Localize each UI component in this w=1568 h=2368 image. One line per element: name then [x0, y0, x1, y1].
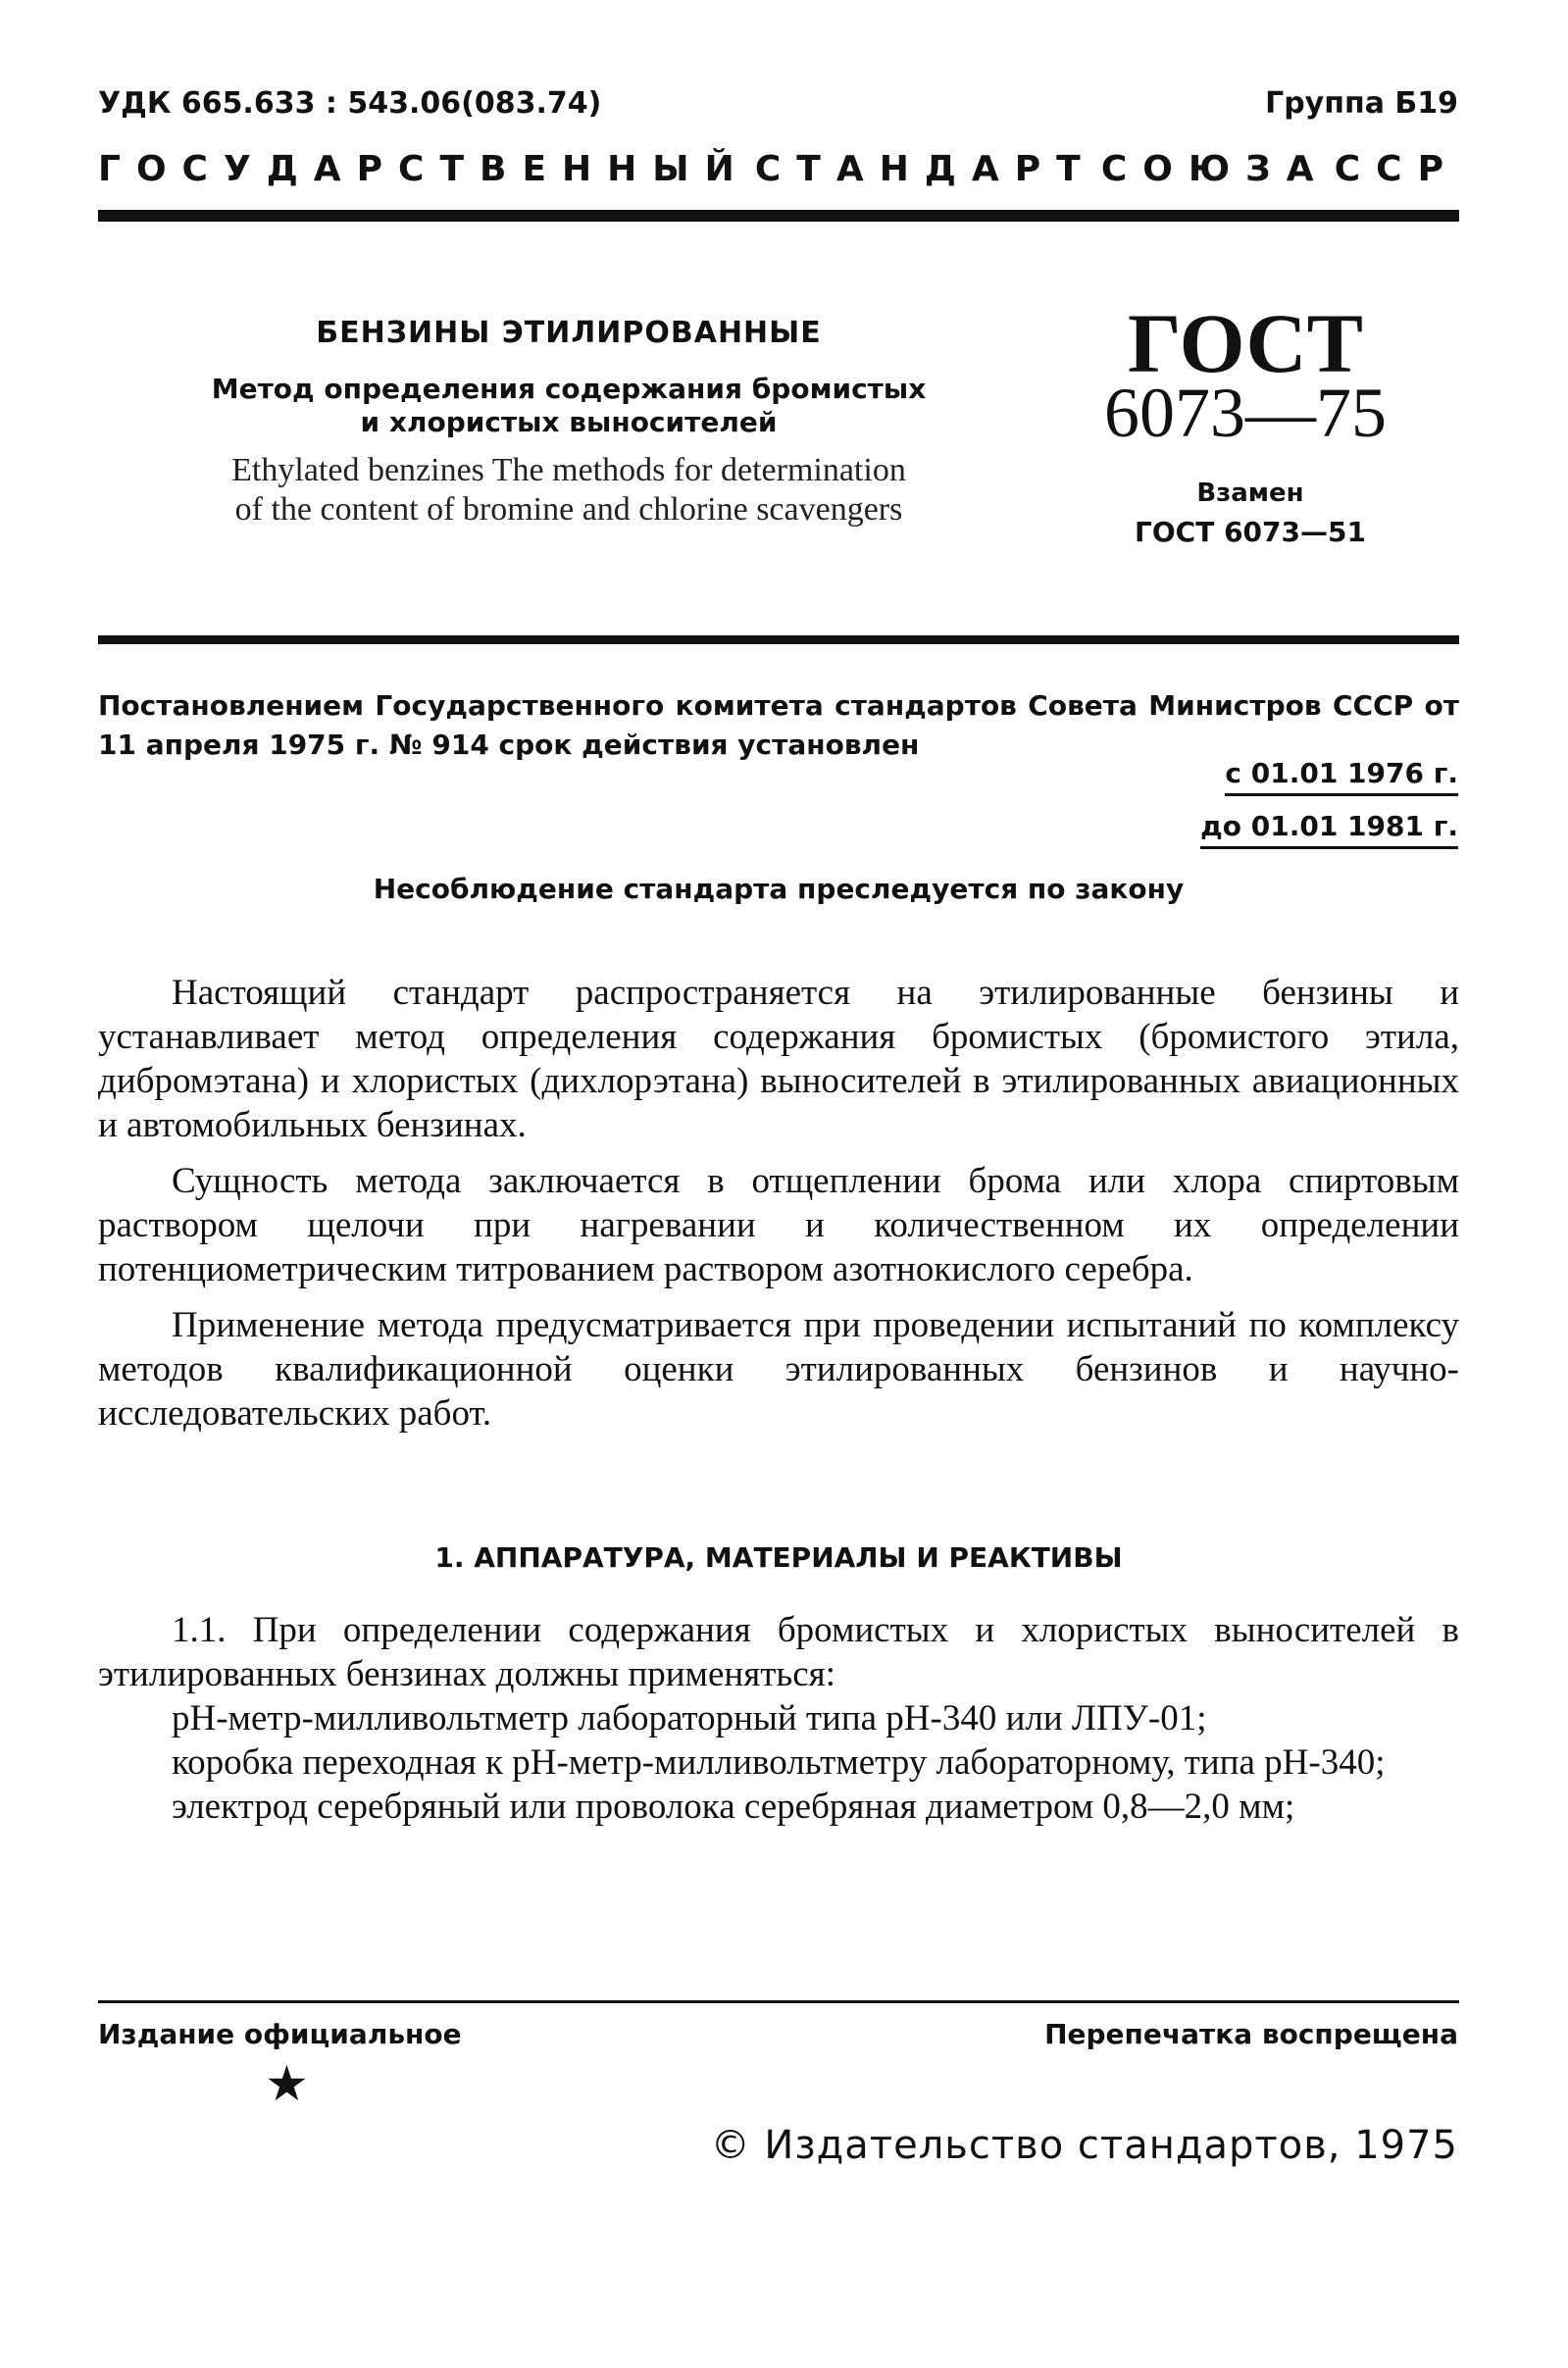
gost-label: ГОСТ [1128, 296, 1363, 390]
document-subtitle [177, 373, 961, 439]
subtitle-line: и хлористых выносителей [360, 406, 778, 438]
banner-word: СТАНДАРТ [754, 149, 1096, 189]
valid-from-date: с 01.01 1976 г. [1225, 757, 1458, 796]
banner-word: СОЮЗА [1100, 149, 1330, 189]
intro-paragraph: Применение метода предусматривается при проведении испытаний по комплексу методов квалификационной оценки этилированных бензинов и научно-исследовательских работ. [98, 1305, 1459, 1434]
replaces-label: Взамен [1196, 479, 1304, 508]
section-item: рН-метр-милливольтметр лабораторный типа рН-340 или ЛПУ-01; [172, 1698, 1207, 1738]
section-item: электрод серебряный или проволока серебряная диаметром 0,8—2,0 мм; [172, 1787, 1295, 1827]
subtitle-line: Метод определения содержания бромистых [211, 373, 927, 405]
udk-code: УДК 665.633 : 543.06(083.74) [98, 86, 602, 121]
replaces-value: ГОСТ 6073—51 [1135, 516, 1366, 548]
star-icon: ★ [265, 2055, 309, 2112]
valid-to-date: до 01.01 1981 г. [1200, 810, 1458, 849]
english-title-line: of the content of bromine and chlorine scavengers [234, 491, 903, 528]
intro-paragraph: Сущность метода заключается в отщеплении брома или хлора спиртовым раствором щелочи при нагревании и количественном их определении потенциометрическим титрованием раствором азотнокислого серебра. [98, 1161, 1459, 1289]
banner-word: ГОСУДАРСТВЕННЫЙ [98, 149, 750, 189]
section-item: коробка переходная к рН-метр-милливольтметру лабораторному, типа рН-340; [172, 1742, 1386, 1783]
bottom-rule [98, 2000, 1459, 2003]
banner-word: ССР [1334, 149, 1459, 189]
law-notice: Несоблюдение стандарта преследуется по закону [373, 873, 1185, 905]
document-title: БЕНЗИНЫ ЭТИЛИРОВАННЫЕ [316, 316, 822, 350]
section-item: 1.1. При определении содержания бромистых и хлористых выносителей в этилированных бензинах должны применяться: [98, 1610, 1459, 1694]
english-title [118, 451, 1020, 529]
decree-text: Постановлением Государственного комитета стандартов Совета Министров СССР от 11 апреля 1975 г. № 914 срок действия установлен [98, 689, 1459, 761]
reprint-note: Перепечатка воспрещена [1044, 2018, 1458, 2050]
edition-note: Издание официальное [98, 2018, 462, 2050]
gost-number: 6073—75 [1104, 374, 1387, 452]
section-items [98, 1608, 1459, 1829]
state-standard-banner [98, 149, 1459, 189]
intro-paragraph: Настоящий стандарт распространяется на этилированные бензины и устанавливает метод определения содержания бромистых (бромистого этила, дибромэтана) и хлористых (дихлорэтана) выносителей в этилированных авиационных и автомобильных бензинах. [98, 973, 1459, 1145]
middle-rule [98, 635, 1459, 644]
intro-section [98, 971, 1459, 1447]
copyright-note: © Издательство стандартов, 1975 [710, 2123, 1458, 2168]
english-title-line: Ethylated benzines The methods for determination [231, 452, 906, 488]
group-code: Группа Б19 [1265, 86, 1458, 121]
section-heading: 1. АППАРАТУРА, МАТЕРИАЛЫ И РЕАКТИВЫ [434, 1541, 1123, 1574]
top-rule [98, 210, 1459, 222]
